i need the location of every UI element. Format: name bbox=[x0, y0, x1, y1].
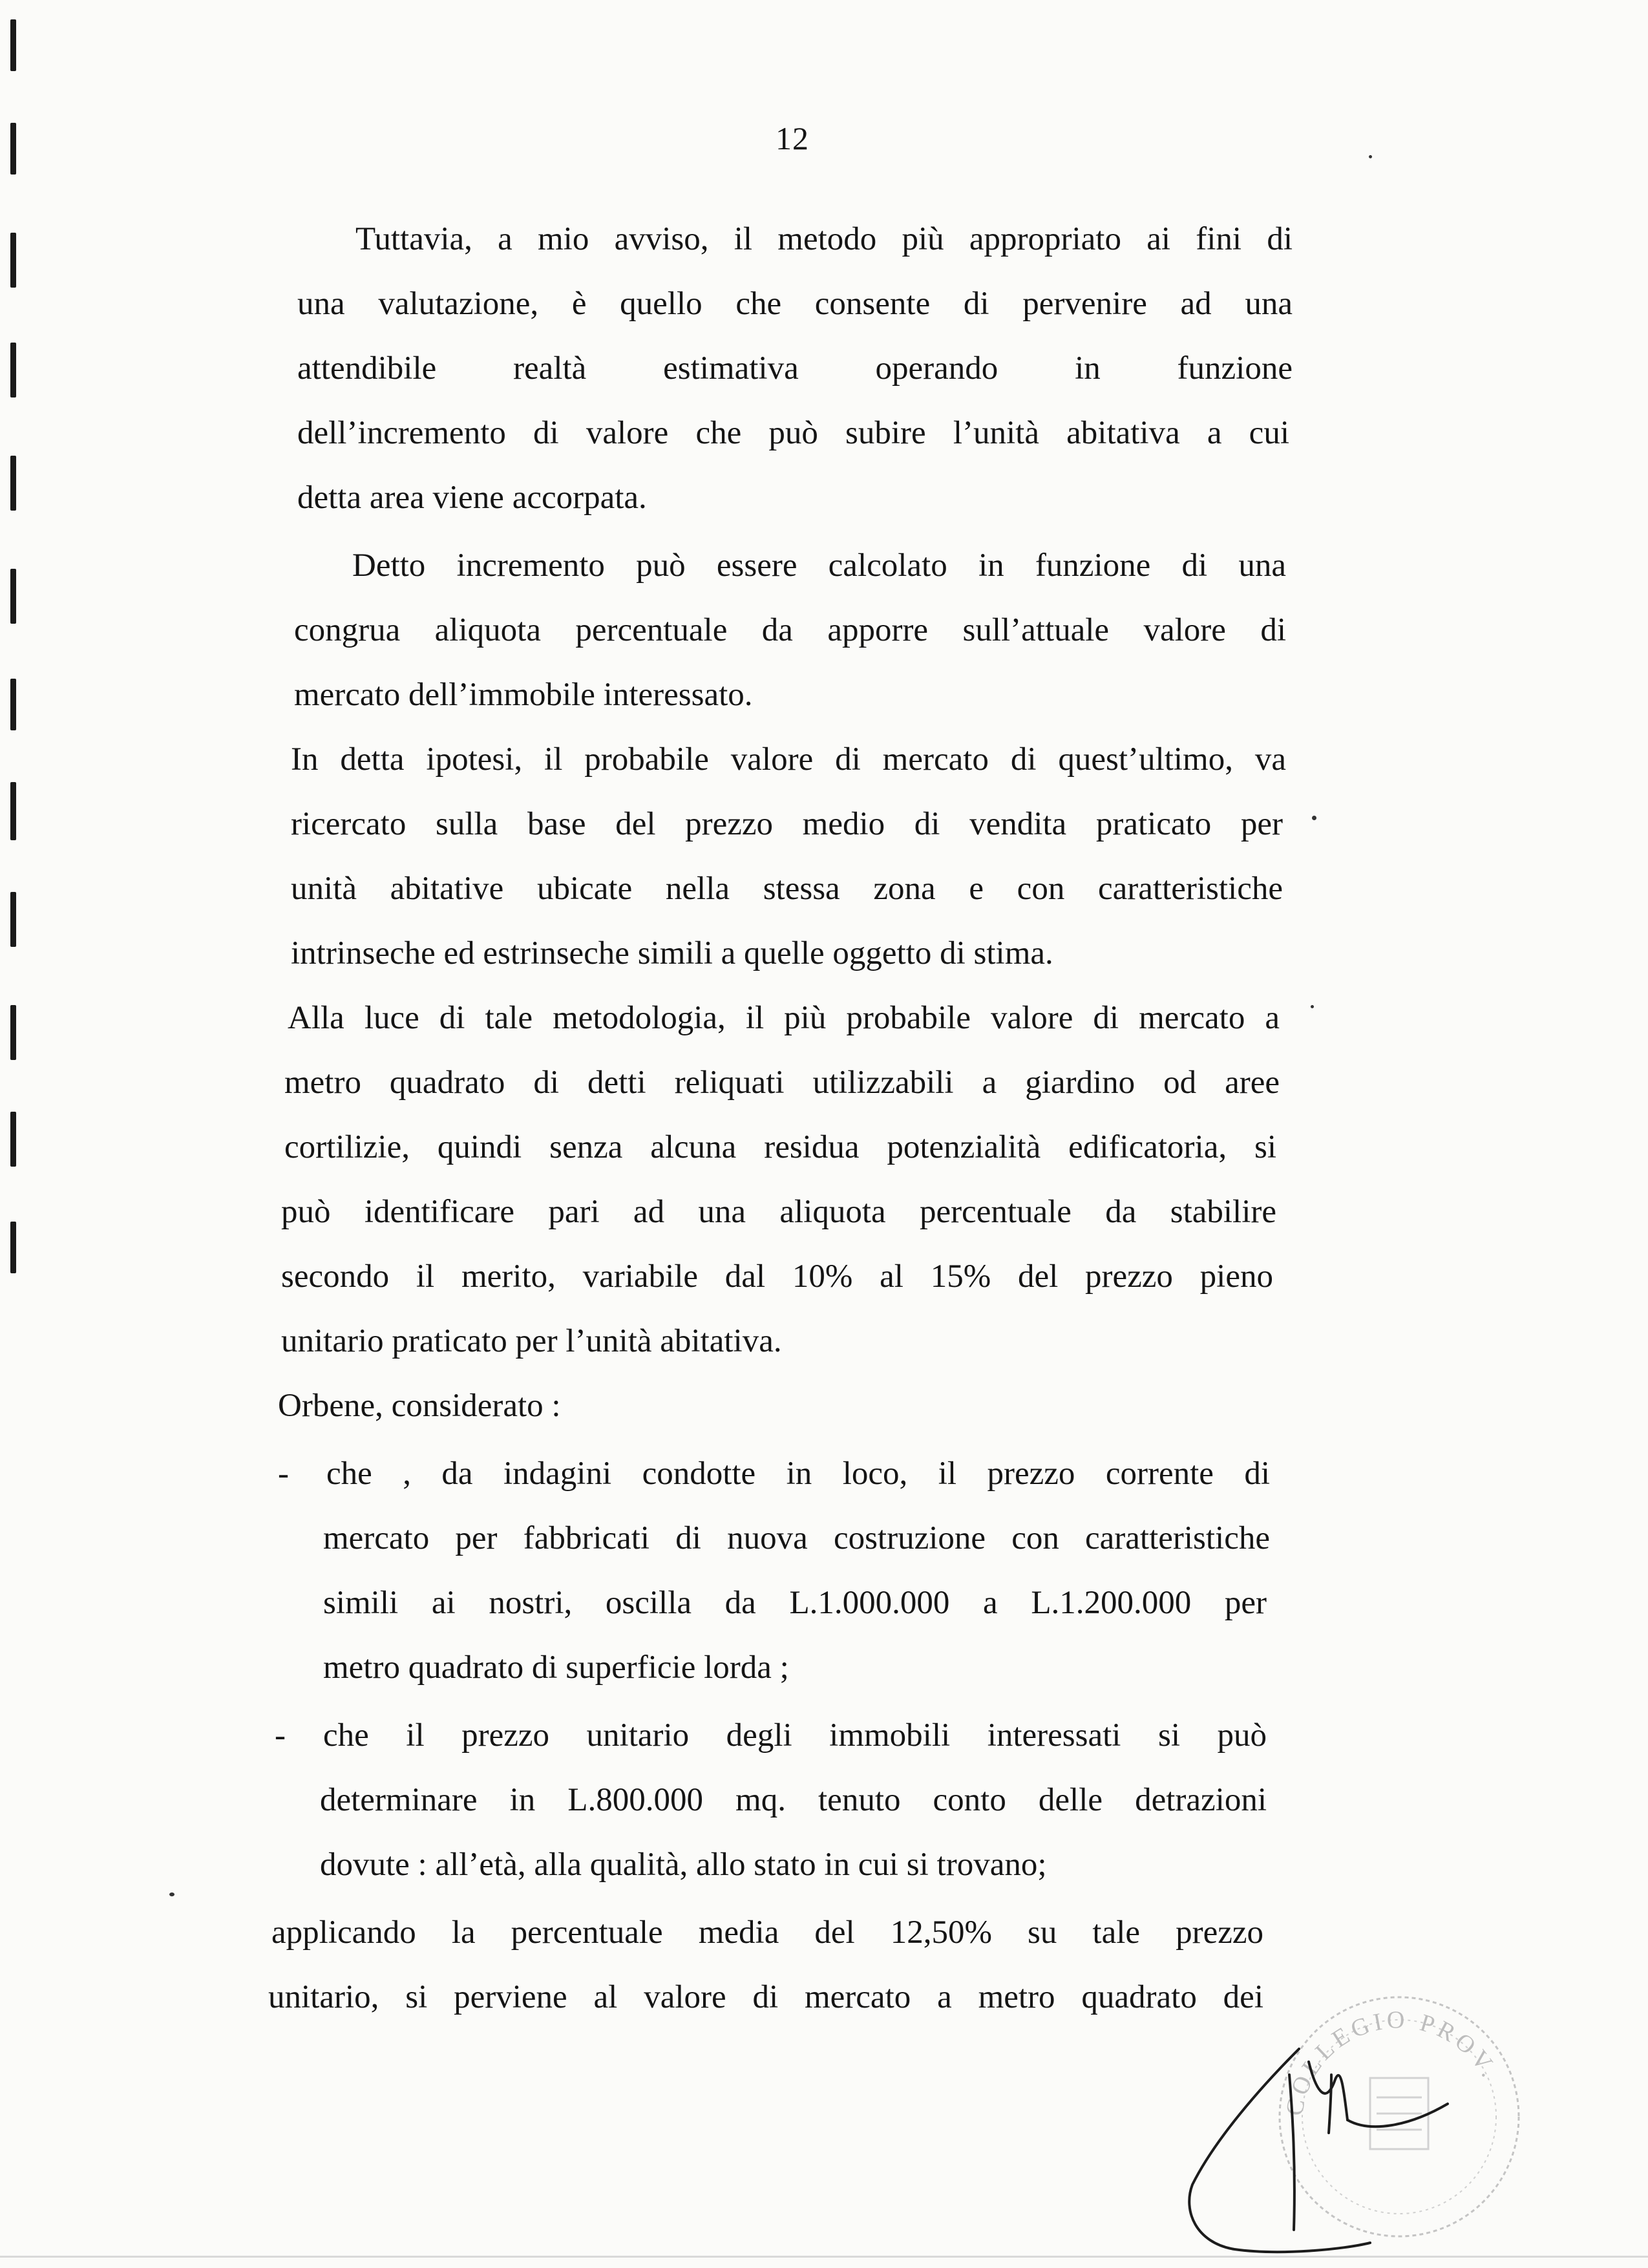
text-line: unitario praticato per l’unità abitativa. bbox=[281, 1323, 782, 1359]
text-line: simili ai nostri, oscilla da L.1.000.000 a L.1.200.000 per bbox=[323, 1585, 1267, 1621]
text-line: applicando la percentuale media del 12,50% su tale prezzo bbox=[271, 1914, 1263, 1951]
text-line: unitario, si perviene al valore di mercato a metro quadrato dei bbox=[268, 1979, 1263, 2015]
text-line: attendibile realtà estimativa operando in funzione bbox=[297, 350, 1293, 387]
text-line: ricercato sulla base del prezzo medio di vendita praticato per bbox=[291, 806, 1283, 842]
scan-speck bbox=[1311, 1005, 1314, 1008]
bullet-dash: - bbox=[278, 1456, 289, 1492]
text-line: che , da indagini condotte in loco, il prezzo corrente di bbox=[326, 1456, 1270, 1492]
text-line: metro quadrato di detti reliquati utilizzabili a giardino od aree bbox=[284, 1065, 1280, 1101]
text-line: In detta ipotesi, il probabile valore di mercato di quest’ultimo, va bbox=[291, 741, 1286, 778]
scan-speck bbox=[1369, 155, 1372, 158]
scan-speck bbox=[169, 1892, 174, 1896]
stamp-text: COLLEGIO PROV. bbox=[1280, 2006, 1505, 2118]
text-line: detta area viene accorpata. bbox=[297, 480, 647, 516]
text-line: secondo il merito, variabile dal 10% al 15% del prezzo pieno bbox=[281, 1258, 1273, 1295]
binding-hole-marks bbox=[10, 0, 23, 2268]
text-line: mercato dell’immobile interessato. bbox=[294, 677, 753, 713]
text-line: congrua aliquota percentuale da apporre sull’attuale valore di bbox=[294, 612, 1286, 648]
text-line: intrinseche ed estrinseche simili a quelle oggetto di stima. bbox=[291, 935, 1053, 971]
text-line: una valutazione, è quello che consente di pervenire ad una bbox=[297, 286, 1293, 322]
text-line: dovute : all’età, alla qualità, allo stato in cui si trovano; bbox=[320, 1847, 1047, 1883]
text-line: mercato per fabbricati di nuova costruzione con caratteristiche bbox=[323, 1520, 1270, 1556]
text-line: Tuttavia, a mio avviso, il metodo più appropriato ai fini di bbox=[355, 221, 1293, 257]
text-line: cortilizie, quindi senza alcuna residua potenzialità edificatoria, si bbox=[284, 1129, 1276, 1165]
scan-edge bbox=[0, 2256, 1648, 2258]
text-line: determinare in L.800.000 mq. tenuto conto delle detrazioni bbox=[320, 1782, 1267, 1818]
text-line: può identificare pari ad una aliquota percentuale da stabilire bbox=[281, 1194, 1276, 1230]
text-line: unità abitative ubicate nella stessa zona e con caratteristiche bbox=[291, 871, 1283, 907]
scan-speck bbox=[1312, 816, 1316, 820]
text-line: dell’incremento di valore che può subire l’unità abitativa a cui bbox=[297, 415, 1289, 451]
text-line: Orbene, considerato : bbox=[278, 1388, 561, 1424]
text-line: che il prezzo unitario degli immobili interessati si può bbox=[323, 1717, 1267, 1754]
handwritten-signature bbox=[1176, 2036, 1499, 2262]
text-line: Detto incremento può essere calcolato in funzione di una bbox=[352, 547, 1286, 584]
text-line: Alla luce di tale metodologia, il più probabile valore di mercato a bbox=[288, 1000, 1280, 1036]
text-line: metro quadrato di superficie lorda ; bbox=[323, 1649, 789, 1686]
page-number: 12 bbox=[776, 120, 809, 156]
bullet-dash: - bbox=[275, 1717, 286, 1754]
